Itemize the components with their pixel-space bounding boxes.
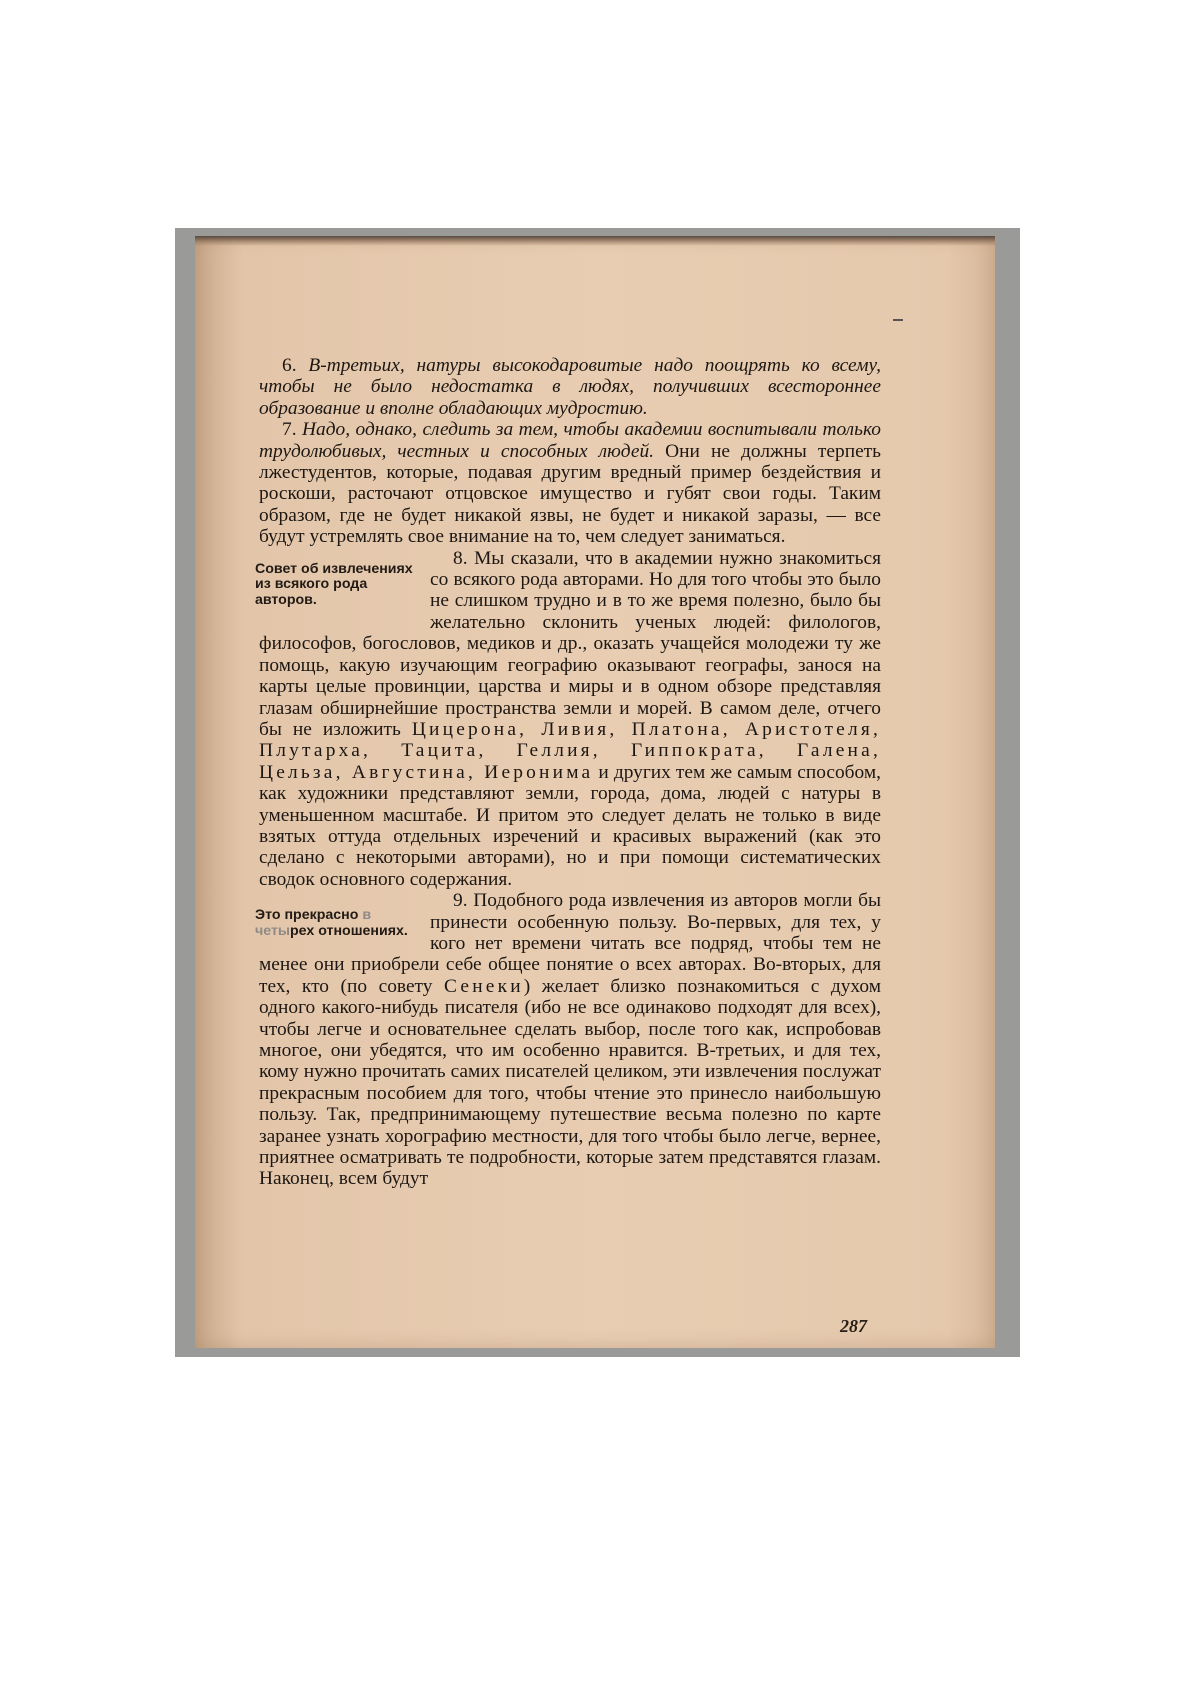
page-number: 287 — [840, 1316, 867, 1336]
margin-mark — [893, 319, 903, 321]
paragraph-9-seneca: Сенеки — [444, 975, 524, 997]
margin-note-four-ways-b: рех отношениях. — [290, 922, 408, 939]
margin-note-four-ways-a: Это прекрасно — [255, 907, 359, 924]
paragraph-6 — [259, 355, 881, 419]
paragraph-8-text-a: 8. Мы сказали, что в академии нужно знакомиться со всякого рода авторами. Но для того чтобы это было не слишком трудно и в то же время полезно, было бы желательно склонить ученых людей: филологов, философов, богословов, медиков и др., оказать учащейся молодежи ту же помощь, какую изучающим географию оказывают географы, занося на карты целые провинции, царства и миры и в одном обзоре представляя глазам обширнейшие пространства земли и морей. В самом деле, отчего бы не изложить — [259, 547, 881, 740]
paragraph-6-italic: В-третьих, натуры высокодаровитые надо поощрять ко всему, чтобы не было недостатка в людях, получивших всестороннее образование и вполне обладающих мудростию. — [259, 355, 881, 419]
paragraph-7 — [259, 419, 881, 547]
margin-note-four-ways-faded: в четы — [255, 907, 372, 939]
paragraph-7-italic: Надо, однако, следить за тем, чтобы академии воспитывали только трудолюбивых, честных и способных людей. — [259, 419, 881, 462]
paragraph-9-text-a: 9. Подобного рода извлечения из авторов могли бы принести особенную пользу. Во-первых, для тех, у кого нет времени читать все подряд, чтобы тем не менее они приобрели себе общее понятие о всех авторах. Во-вторых, для тех, кто (по совету — [259, 890, 881, 997]
paragraph-6-number: 6. — [282, 355, 297, 376]
paragraph-9 — [255, 890, 881, 1190]
paragraph-8-text-b: и других тем же самым способом, как художники представляют земли, города, дома, людей с натуры в уменьшенном масштабе. И притом это следует делать не только в виде взятых оттуда отдельных изречений и красивых выражений (как это сделано с некоторыми авторами), но и при помощи систематических сводок основного содержания. — [259, 761, 881, 890]
paragraph-9-text-b: ) желает близко познакомиться с духом одного какого-нибудь писателя (ибо не все одинаково подходят для всех), чтобы легче и основательнее сделать выбор, после того как, испробовав многое, они убедятся, что им особенно нравится. В-третьих, и для тех, кому нужно прочитать самих писателей целиком, эти извлечения послужат прекрасным пособием для того, чтобы чтение это принесло наибольшую пользу. Так, предпринимающему путешествие весьма полезно по карте заранее узнать хорографию местности, для того чтобы было легче, вернее, приятнее осматривать те подробности, которые затем представятся глазам. Наконец, всем будут — [259, 975, 881, 1190]
paragraph-7-number: 7. — [282, 419, 297, 441]
page-body — [255, 355, 881, 1190]
margin-note-extracts: Совет об извлечениях из всякого рода авторов. — [255, 560, 413, 608]
paragraph-7-text: Они не должны терпеть лжестудентов, которые, подавая другим вредный пример бездействия и роскоши, расточают отцовское имущество и губят свои годы. Таким образом, где не будет никакой язвы, не будет и никакой заразы, — все будут устремлять свое внимание на то, чем следует заниматься. — [259, 440, 881, 548]
paragraph-8 — [255, 547, 881, 891]
margin-note-four-ways — [255, 908, 418, 939]
paragraph-8-authors: Цицерона, Ливия, Платона, Аристотеля, Плутарха, Тацита, Геллия, Гиппократа, Галена, Цельза, Августина, Иеронима — [259, 718, 881, 783]
page-top-edge — [195, 236, 995, 246]
